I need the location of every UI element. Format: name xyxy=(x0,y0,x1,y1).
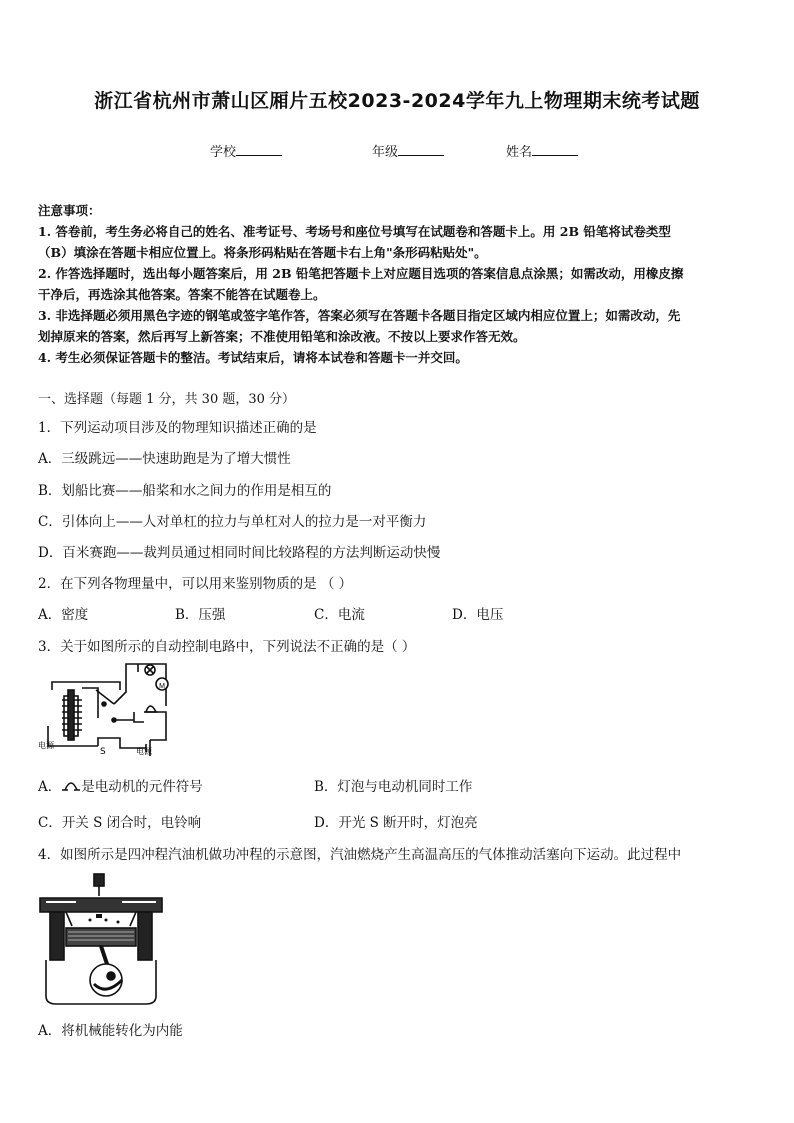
q3-option-d: D．开光 S 断开时，灯泡亮 xyxy=(314,815,478,831)
q2-option-a: A．密度 xyxy=(38,607,89,623)
q3-option-a-text: 是电动机的元件符号 xyxy=(81,779,203,795)
q1-option-a: A．三级跳远——快速助跑是为了增大惯性 xyxy=(38,451,291,467)
q4-stem: 4．如图所示是四冲程汽油机做功冲程的示意图，汽油燃烧产生高温高压的气体推动活塞向下运动。此过程中 xyxy=(38,847,682,863)
notice-line: 3. 非选择题必须用黑色字迹的钢笔或签字笔作答，答案必须写在答题卡各题目指定区域内相应位置上；如需改动，先 xyxy=(38,308,681,323)
q2-option-c: C．电流 xyxy=(314,607,365,623)
notice-line: 1. 答卷前，考生务必将自己的姓名、准考证号、考场号和座位号填写在试题卷和答题卡上。用 2B 铅笔将试卷类型 xyxy=(38,224,671,239)
circuit-label-switch: S xyxy=(100,747,106,756)
name-field xyxy=(506,141,578,160)
q1-option-c: C．引体向上——人对单杠的拉力与单杠对人的拉力是一对平衡力 xyxy=(38,514,427,530)
notice-line: 划掉原来的答案，然后再写上新答案；不准使用铅笔和涂改液。不按以上要求作答无效。 xyxy=(38,329,526,344)
page-title: 浙江省杭州市萧山区厢片五校2023-2024学年九上物理期末统考试题 xyxy=(94,90,700,112)
q3-option-a xyxy=(38,775,203,795)
grade-blank xyxy=(398,143,444,156)
section-heading: 一、选择题（每题 1 分，共 30 题，30 分） xyxy=(38,392,296,407)
q3-option-c: C．开关 S 闭合时，电铃响 xyxy=(38,815,202,831)
q3-option-a-letter: A． xyxy=(38,779,62,795)
q3-option-b: B．灯泡与电动机同时工作 xyxy=(314,779,473,795)
school-field xyxy=(210,141,282,160)
q1-stem: 1．下列运动项目涉及的物理知识描述正确的是 xyxy=(38,420,317,436)
circuit-label-left: 电源 xyxy=(38,741,54,750)
circuit-label-right: 电源 xyxy=(136,747,152,756)
notice-line: 4. 考生必须保证答题卡的整洁。考试结束后，请将本试卷和答题卡一并交回。 xyxy=(38,350,468,365)
school-label: 学校 xyxy=(210,145,237,160)
grade-label: 年级 xyxy=(372,145,399,160)
notice-line: （B）填涂在答题卡相应位置上。将条形码粘贴在答题卡右上角"条形码粘贴处"。 xyxy=(38,245,487,260)
notice-heading: 注意事项： xyxy=(38,203,101,218)
school-blank xyxy=(236,143,282,156)
circuit-diagram xyxy=(38,660,178,756)
notice-line: 2. 作答选择题时，选出每小题答案后，用 2B 铅笔把答题卡上对应题目选项的答案信息点涂黑；如需改动，用橡皮擦 xyxy=(38,266,684,281)
q3-stem: 3．关于如图所示的自动控制电路中，下列说法不正确的是（ ） xyxy=(38,639,416,655)
q1-option-d: D．百米赛跑——裁判员通过相同时间比较路程的方法判断运动快慢 xyxy=(38,545,441,561)
grade-field xyxy=(372,141,444,160)
engine-diagram xyxy=(36,872,166,1008)
svg-text:M: M xyxy=(159,683,165,690)
q4-option-a: A．将机械能转化为内能 xyxy=(38,1023,183,1039)
bell-symbol-icon xyxy=(61,778,81,793)
q2-option-d: D．电压 xyxy=(452,607,504,623)
notice-line: 干净后，再选涂其他答案。答案不能答在试题卷上。 xyxy=(38,287,326,302)
q2-stem: 2．在下列各物理量中，可以用来鉴别物质的是 （ ） xyxy=(38,576,353,592)
name-label: 姓名 xyxy=(506,145,533,160)
q2-option-b: B．压强 xyxy=(175,607,226,623)
notice-block xyxy=(38,200,758,368)
q1-option-b: B．划船比赛——船桨和水之间力的作用是相互的 xyxy=(38,483,332,499)
name-blank xyxy=(532,143,578,156)
